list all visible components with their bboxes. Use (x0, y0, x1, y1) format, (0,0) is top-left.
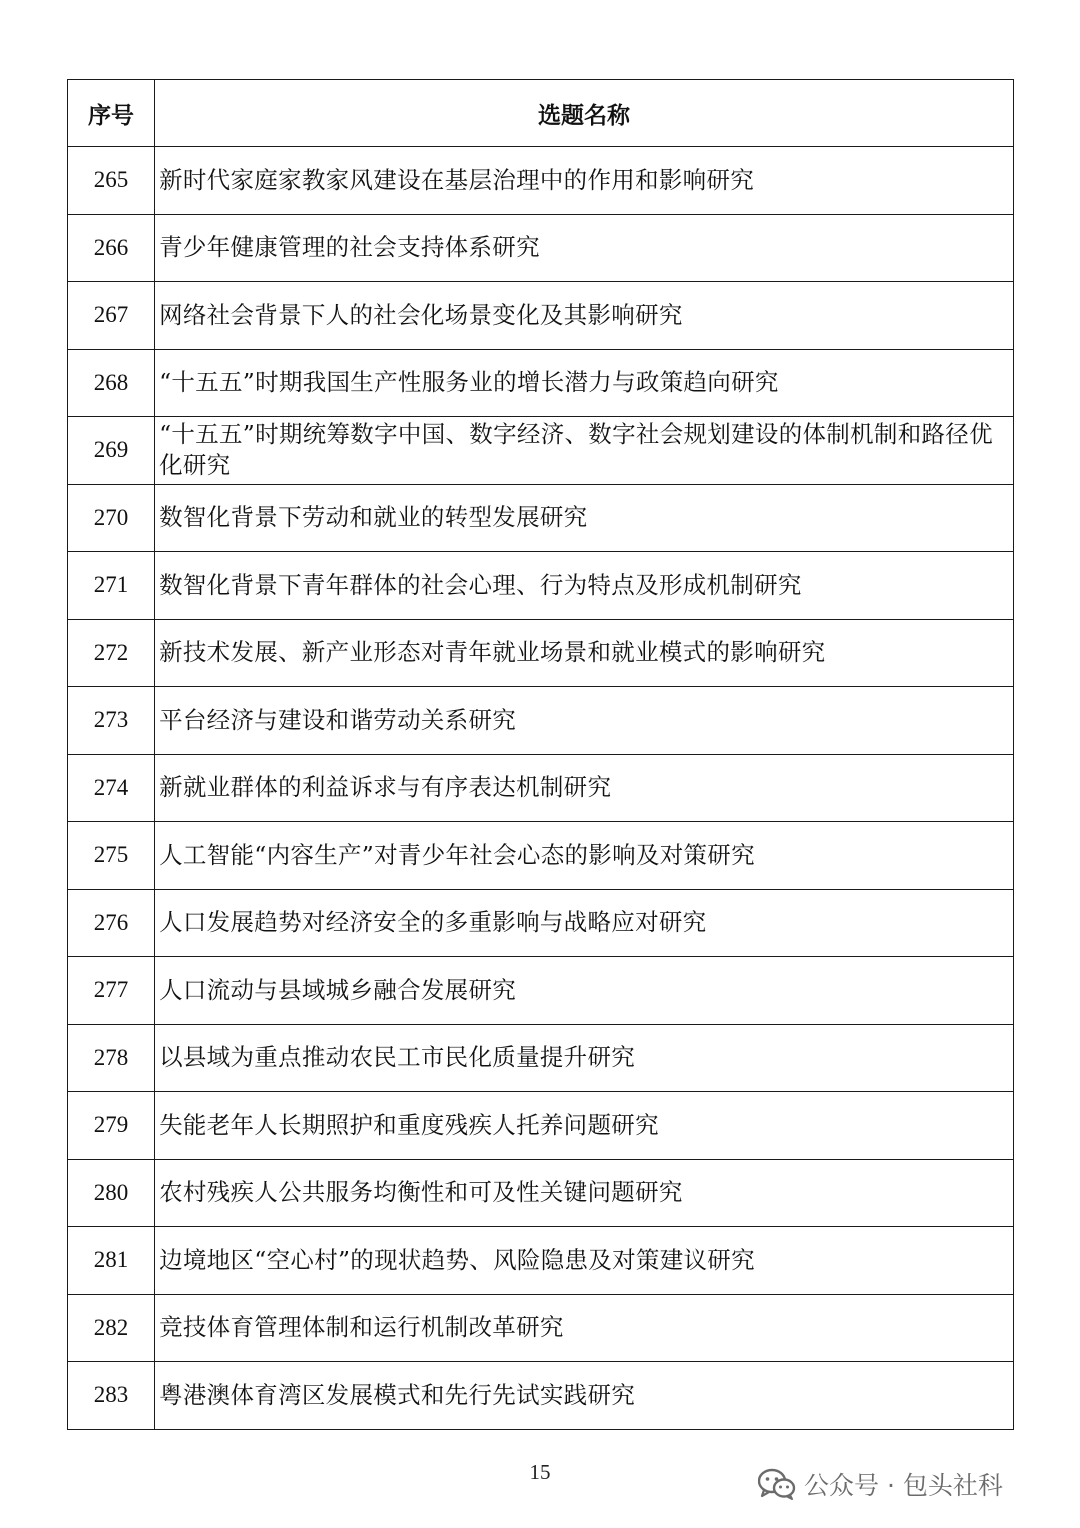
page-number: 15 (529, 1460, 551, 1484)
row-title: 平台经济与建设和谐劳动关系研究 (155, 687, 1014, 755)
row-title: “十五五”时期我国生产性服务业的增长潜力与政策趋向研究 (155, 349, 1014, 417)
table-row (68, 147, 1014, 215)
row-title: “十五五”时期统筹数字中国、数字经济、数字社会规划建设的体制机制和路径优化研究 (155, 417, 1014, 485)
row-number: 265 (68, 147, 155, 215)
row-number: 269 (68, 417, 155, 485)
wechat-icon (758, 1468, 796, 1500)
row-title: 粤港澳体育湾区发展模式和先行先试实践研究 (155, 1362, 1014, 1430)
table-row (68, 1294, 1014, 1362)
row-number: 271 (68, 552, 155, 620)
row-number: 266 (68, 214, 155, 282)
row-title: 人口发展趋势对经济安全的多重影响与战略应对研究 (155, 889, 1014, 957)
table-row (68, 282, 1014, 350)
row-number: 277 (68, 957, 155, 1025)
row-title: 数智化背景下青年群体的社会心理、行为特点及形成机制研究 (155, 552, 1014, 620)
topics-table (67, 79, 1014, 1430)
row-title: 边境地区“空心村”的现状趋势、风险隐患及对策建议研究 (155, 1227, 1014, 1295)
table-row (68, 687, 1014, 755)
row-number: 274 (68, 754, 155, 822)
table-row (68, 822, 1014, 890)
row-number: 278 (68, 1024, 155, 1092)
row-title: 青少年健康管理的社会支持体系研究 (155, 214, 1014, 282)
row-title: 竞技体育管理体制和运行机制改革研究 (155, 1294, 1014, 1362)
row-title: 新就业群体的利益诉求与有序表达机制研究 (155, 754, 1014, 822)
table-row (68, 484, 1014, 552)
watermark-text: 公众号 · 包头社科 (804, 1471, 1003, 1500)
row-number: 275 (68, 822, 155, 890)
row-title: 人口流动与县域城乡融合发展研究 (155, 957, 1014, 1025)
row-title: 人工智能“内容生产”对青少年社会心态的影响及对策研究 (155, 822, 1014, 890)
row-title: 失能老年人长期照护和重度残疾人托养问题研究 (155, 1092, 1014, 1160)
row-title: 网络社会背景下人的社会化场景变化及其影响研究 (155, 282, 1014, 350)
row-title: 以县域为重点推动农民工市民化质量提升研究 (155, 1024, 1014, 1092)
table-row (68, 957, 1014, 1025)
row-title: 农村残疾人公共服务均衡性和可及性关键问题研究 (155, 1159, 1014, 1227)
table-row (68, 889, 1014, 957)
row-number: 281 (68, 1227, 155, 1295)
watermark (758, 1466, 1003, 1502)
header-title: 选题名称 (155, 80, 1014, 147)
row-number: 280 (68, 1159, 155, 1227)
row-number: 283 (68, 1362, 155, 1430)
table-row (68, 1024, 1014, 1092)
row-number: 270 (68, 484, 155, 552)
row-title: 新时代家庭家教家风建设在基层治理中的作用和影响研究 (155, 147, 1014, 215)
table-row (68, 1227, 1014, 1295)
table-row (68, 619, 1014, 687)
table-row (68, 1362, 1014, 1430)
row-title: 数智化背景下劳动和就业的转型发展研究 (155, 484, 1014, 552)
table-header-row (68, 80, 1014, 147)
table-row (68, 1092, 1014, 1160)
table-row (68, 417, 1014, 485)
row-number: 276 (68, 889, 155, 957)
row-number: 268 (68, 349, 155, 417)
table-row (68, 552, 1014, 620)
row-number: 267 (68, 282, 155, 350)
row-number: 273 (68, 687, 155, 755)
table-row (68, 1159, 1014, 1227)
row-number: 272 (68, 619, 155, 687)
table-row (68, 214, 1014, 282)
table-row (68, 349, 1014, 417)
row-title: 新技术发展、新产业形态对青年就业场景和就业模式的影响研究 (155, 619, 1014, 687)
row-number: 282 (68, 1294, 155, 1362)
row-number: 279 (68, 1092, 155, 1160)
table-row (68, 754, 1014, 822)
header-num: 序号 (68, 80, 155, 147)
